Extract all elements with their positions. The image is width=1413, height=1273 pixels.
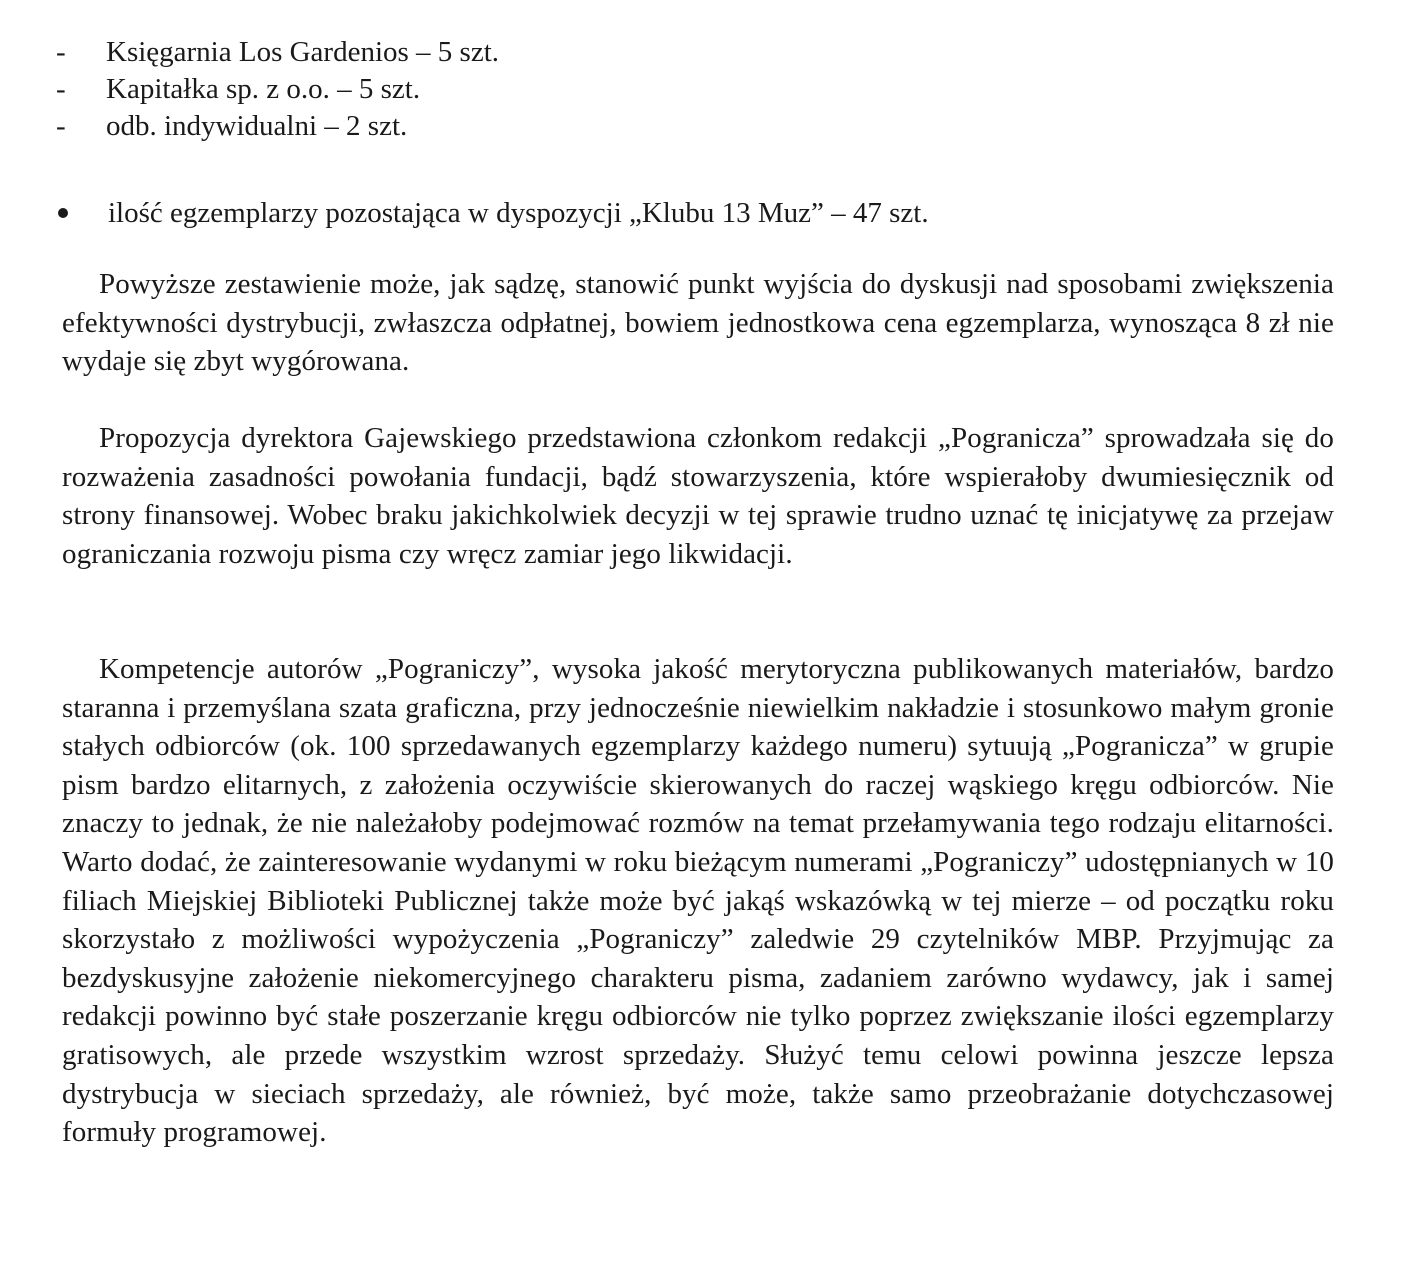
list-item [56, 108, 499, 145]
paragraph-author-competence: Kompetencje autorów „Pograniczy”, wysoka jakość merytoryczna publikowanych materiałów, bardzo staranna i przemyślana szata graficzna, przy jednocześnie niewielkim nakładzie i stosunkowo małym gronie stałych odbiorców (ok. 100 sprzedawanych egzemplarzy każdego numeru) sytuują „Pogranicza” w grupie pism bardzo elitarnych, z założenia oczywiście skierowanych do raczej wąskiego kręgu odbiorców. Nie znaczy to jednak, że nie należałoby podejmować rozmów na temat przełamywania tego rodzaju elitarności. Warto dodać, że zainteresowanie wydanymi w roku bieżącym numerami „Pograniczy” udostępnianych w 10 filiach Miejskiej Biblioteki Publicznej także może być jakąś wskazówką w tej mierze – od początku roku skorzystało z możliwości wypożyczenia „Pograniczy” zaledwie 29 czytelników MBP. Przyjmując za bezdyskusyjne założenie niekomercyjnego charakteru pisma, zadaniem zarówno wydawcy, jak i samej redakcji powinno być stałe poszerzanie kręgu odbiorców nie tylko poprzez zwiększanie ilości egzemplarzy gratisowych, ale przede wszystkim wzrost sprzedaży. Służyć temu celowi powinna jeszcze lepsza dystrybucja w sieciach sprzedaży, ale również, być może, także samo przeobrażanie dotychczasowej formuły programowej. [62, 653, 1334, 1149]
list-item [56, 34, 499, 71]
list-item [56, 71, 499, 108]
list-item-text: odb. indywidualni – 2 szt. [106, 110, 408, 142]
remaining-copies-text: ilość egzemplarzy pozostająca w dyspozycji „Klubu 13 Muz” – 47 szt. [108, 197, 929, 229]
dash-marker: - [56, 36, 66, 68]
bullet-dot-icon [58, 208, 68, 218]
dash-marker: - [56, 110, 66, 142]
remaining-copies-item [56, 195, 929, 232]
distributor-list [56, 34, 499, 145]
list-item-text: Księgarnia Los Gardenios – 5 szt. [106, 36, 500, 68]
paragraph-distribution-efficiency: Powyższe zestawienie może, jak sądzę, stanowić punkt wyjścia do dyskusji nad sposobami zwiększenia efektywności dystrybucji, zwłaszcza odpłatnej, bowiem jednostkowa cena egzemplarza, wynosząca 8 zł nie wydaje się zbyt wygórowana. [62, 268, 1334, 377]
dash-marker: - [56, 73, 66, 105]
paragraph-director-proposal: Propozycja dyrektora Gajewskiego przedstawiona członkom redakcji „Pogranicza” sprowadzała się do rozważenia zasadności powołania fundacji, bądź stowarzyszenia, które wspierałoby dwumiesięcznik od strony finansowej. Wobec braku jakichkolwiek decyzji w tej sprawie trudno uznać tę inicjatywę za przejaw ograniczania rozwoju pisma czy wręcz zamiar jego likwidacji. [62, 422, 1334, 570]
list-item-text: Kapitałka sp. z o.o. – 5 szt. [106, 73, 421, 105]
